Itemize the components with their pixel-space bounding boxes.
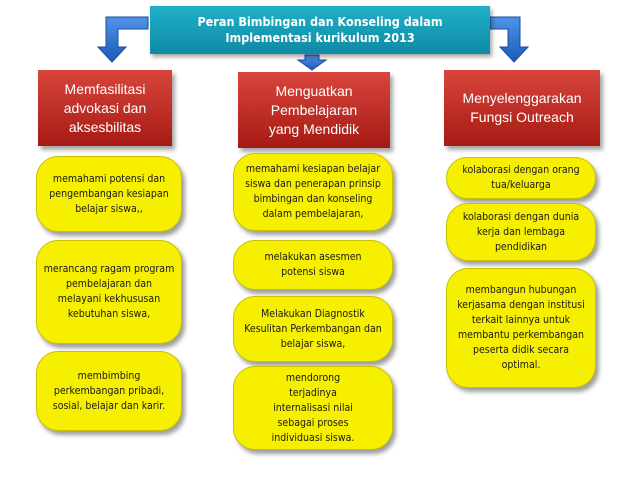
item-center-1-text: memahami kesiapan belajar siswa dan penerapan prinsip bimbingan dan konseling dalam pembelajaran, bbox=[245, 163, 381, 220]
item-left-2-text: merancang ragam program pembelajaran dan melayani kekhususan kebutuhan siswa, bbox=[43, 263, 175, 320]
item-center-4 bbox=[233, 366, 393, 450]
item-center-3-text: Melakukan Diagnostik Kesulitan Perkembangan dan belajar siswa, bbox=[244, 307, 382, 350]
heading-left bbox=[38, 70, 172, 146]
item-right-3-text: membangun hubungan kerjasama dengan institusi terkait lainnya untuk membantu perkembangan peserta didik secara optimal. bbox=[457, 284, 585, 371]
item-right-3 bbox=[446, 268, 596, 388]
item-right-2-text: kolaborasi dengan dunia kerja dan lembaga pendidikan bbox=[462, 210, 580, 253]
item-left-3 bbox=[36, 351, 182, 431]
item-center-1 bbox=[233, 153, 393, 231]
item-center-2 bbox=[233, 240, 393, 290]
arrow-right bbox=[490, 17, 528, 62]
item-left-1-text: memahami potensi dan pengembangan kesiapan belajar siswa,, bbox=[49, 172, 169, 215]
diagram-title-text: Peran Bimbingan dan Konseling dalam Implementasi kurikulum 2013 bbox=[197, 14, 443, 45]
item-left-2 bbox=[36, 240, 182, 344]
diagram-title bbox=[150, 6, 490, 54]
item-right-1 bbox=[446, 157, 596, 199]
arrow-left bbox=[98, 17, 148, 62]
heading-right bbox=[444, 70, 600, 146]
item-center-3 bbox=[233, 296, 393, 362]
arrow-center bbox=[298, 55, 326, 70]
item-right-2 bbox=[446, 203, 596, 261]
heading-left-text: Memfasilitasi advokasi dan aksesbilitas bbox=[63, 80, 147, 135]
heading-center-text: Menguatkan Pembelajaran yang Mendidik bbox=[268, 82, 360, 137]
item-left-1 bbox=[36, 156, 182, 232]
item-center-2-text: melakukan asesmen potensi siswa bbox=[264, 251, 362, 278]
heading-center bbox=[238, 72, 390, 148]
item-right-1-text: kolaborasi dengan orang tua/keluarga bbox=[462, 164, 580, 191]
item-left-3-text: membimbing perkembangan pribadi, sosial, belajar dan karir. bbox=[52, 369, 166, 412]
heading-right-text: Menyelenggarakan Fungsi Outreach bbox=[462, 90, 582, 125]
item-center-4-text: mendorong terjadinya internalisasi nilai sebagai proses individuasi siswa. bbox=[271, 371, 355, 444]
